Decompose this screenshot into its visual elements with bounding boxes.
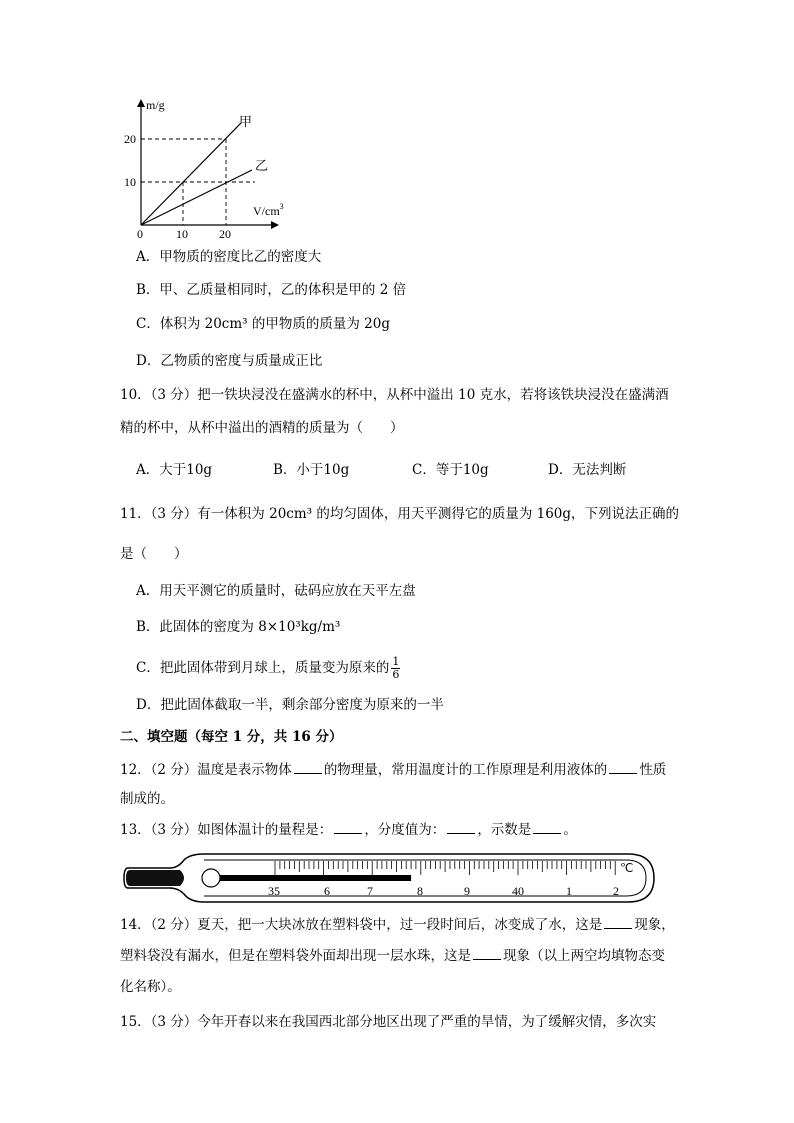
q13-blank-reading[interactable] (533, 821, 561, 834)
thermometer-bulb-ring (202, 869, 220, 887)
x-tick-10: 10 (176, 227, 188, 241)
mass-volume-graph (110, 95, 300, 245)
line-yi (141, 170, 252, 225)
q14-blank-2[interactable] (473, 947, 501, 960)
q11-option-b: B．此固体的密度为 8×10³kg/m³ (136, 619, 341, 635)
line-yi-label: 乙 (255, 158, 269, 173)
q9-option-a: A．甲物质的密度比乙的密度大 (136, 249, 322, 265)
x-axis-arrow (271, 221, 279, 229)
line-jia-label: 甲 (239, 114, 253, 129)
x-axis-label: $V/cm^3$ (253, 202, 284, 218)
q9-option-d: D．乙物质的密度与质量成正比 (136, 353, 323, 369)
q10-option-b: B．小于10g (273, 462, 350, 478)
q14-stem-line3: 化名称）。 (120, 979, 181, 995)
q11-stem-line2: 是（ ） (120, 546, 188, 562)
q10-stem-line1: 10．（3 分）把一铁块浸没在盛满水的杯中，从杯中溢出 10 克水，若将该铁块浸没在盛满酒 (120, 387, 669, 403)
scale-label-7: 7 (367, 884, 373, 898)
q11-option-a: A．用天平测它的质量时，砝码应放在天平左盘 (136, 583, 416, 599)
y-tick-20: 20 (124, 132, 136, 146)
scale-label-8: 8 (417, 884, 423, 898)
q15-stem-line1: 15．（3 分）今年开春以来在我国西北部分地区出现了严重的旱情，为了缓解灾情，多次实 (120, 1014, 657, 1030)
scale-label-35: 35 (268, 884, 280, 898)
section-title-fill-in: 二、填空题（每空 1 分，共 16 分） (120, 729, 343, 745)
q14-stem-line1: 14．（2 分）夏天，把一大块冰放在塑料袋中，过一段时间后，冰变成了水，这是 现象， (120, 917, 675, 933)
q9-option-b: B．甲、乙质量相同时，乙的体积是甲的 2 倍 (136, 282, 407, 298)
q13-stem: 13．（3 分）如图体温计的量程是： ，分度值为： ，示数是 。 (120, 822, 577, 838)
q10-option-c: C．等于10g (412, 462, 489, 478)
q12-blank-1[interactable] (294, 761, 322, 774)
y-tick-10: 10 (124, 175, 136, 189)
mercury-column (220, 875, 411, 881)
y-axis-arrow (137, 99, 145, 107)
thermometer-bulb (126, 870, 184, 886)
q10-stem-line2: 精的杯中，从杯中溢出的酒精的质量为（ ） (120, 420, 404, 436)
q10-option-d: D．无法判断 (548, 462, 627, 478)
q11-option-c-text: C．把此固体带到月球上，质量变为原来的 (136, 660, 390, 676)
q9-option-c: C．体积为 20cm³ 的甲物质的质量为 20g (136, 316, 390, 332)
q13-blank-division[interactable] (447, 821, 475, 834)
scale-label-1: 1 (566, 884, 572, 898)
clinical-thermometer (120, 848, 660, 906)
q10-option-a: A．大于10g (136, 462, 213, 478)
y-axis-label: m/g (146, 98, 165, 112)
scale-label-40: 40 (512, 884, 524, 898)
q14-blank-1[interactable] (604, 916, 632, 929)
q12-stem-line1: 12．（2 分）温度是表示物体 的物理量，常用温度计的工作原理是利用液体的 性质 (120, 762, 667, 778)
q13-blank-range[interactable] (334, 821, 362, 834)
q11-option-c (136, 656, 400, 681)
q11-stem-line1: 11．（3 分）有一体积为 20cm³ 的均匀固体，用天平测得它的质量为 160g，下列说法正确的 (120, 506, 680, 522)
q12-stem-line2: 制成的。 (120, 791, 174, 807)
q12-blank-2[interactable] (609, 761, 637, 774)
scale-label-9: 9 (464, 884, 470, 898)
q11-option-d: D．把此固体截取一半，剩余部分密度为原来的一半 (136, 697, 444, 713)
scale-label-2: 2 (613, 884, 619, 898)
one-sixth-fraction: $\frac{1}{6}$ (392, 655, 400, 681)
q14-stem-line2: 塑料袋没有漏水，但是在塑料袋外面却出现一层水珠，这是 现象（以上两空均填物态变 (120, 948, 665, 964)
origin-label: 0 (137, 227, 143, 241)
unit-celsius: ℃ (620, 861, 634, 875)
scale-label-6: 6 (324, 884, 330, 898)
x-tick-20: 20 (219, 227, 231, 241)
